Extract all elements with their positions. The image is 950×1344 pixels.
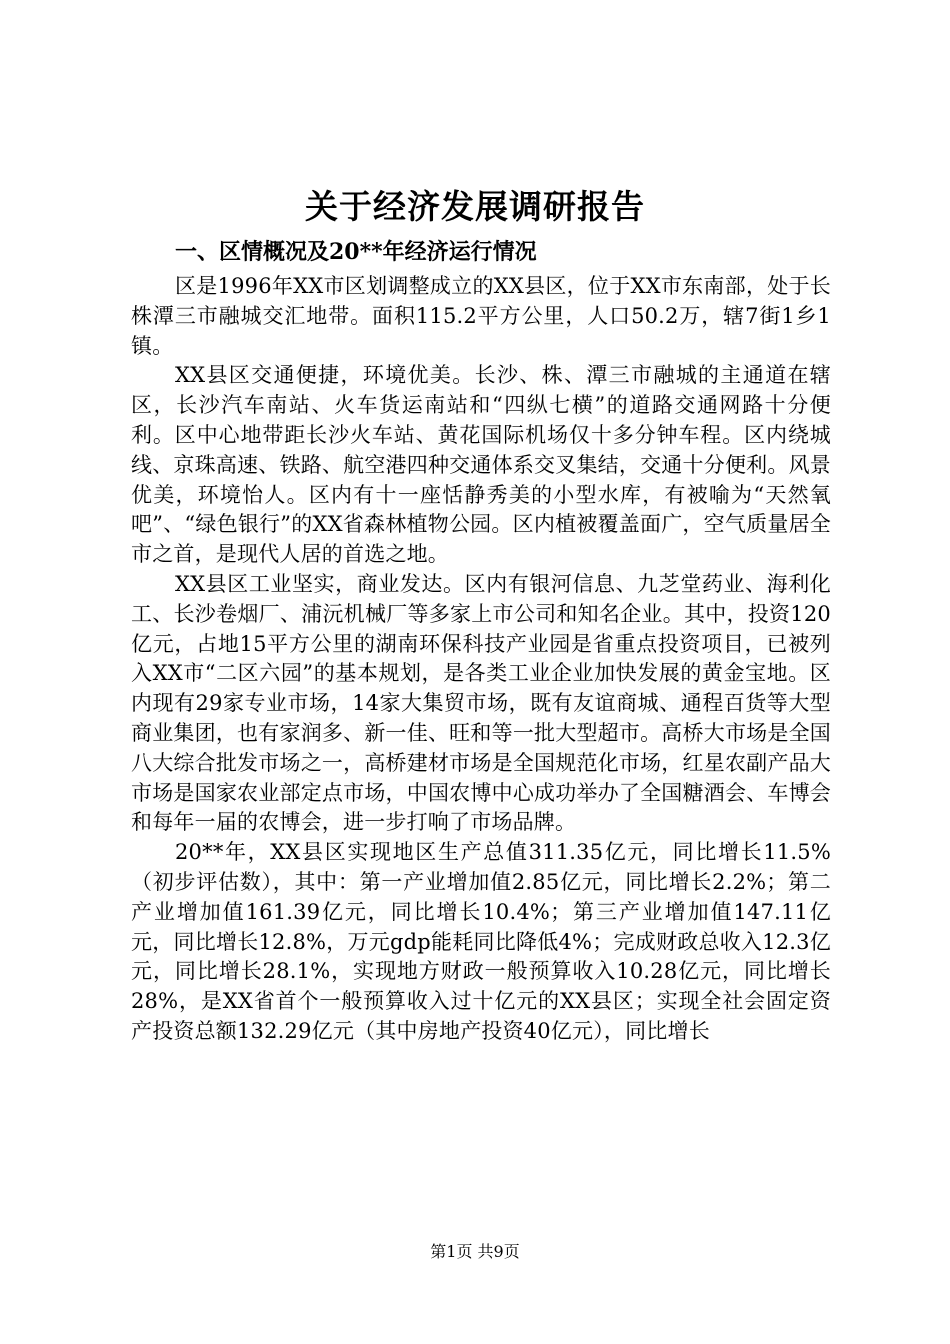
paragraph-overview: 区是1996年XX市区划调整成立的XX县区，位于XX市东南部，处于长株潭三市融城交汇地带。面积115.2平方公里，人口50.2万，辖7街1乡1镇。 bbox=[131, 274, 831, 358]
document-title: 关于经济发展调研报告 bbox=[305, 187, 645, 226]
paragraph-industry: XX县区工业坚实，商业发达。区内有银河信息、九芝堂药业、海利化工、长沙卷烟厂、浦沅机械厂等多家上市公司和知名企业。其中，投资120亿元，占地15平方公里的湖南环保科技产业园是省重点投资项目，已被列入XX市“二区六园”的基本规划，是各类工业企业加快发展的黄金宝地。区内现有29家专业市场，14家大集贸市场，既有友谊商城、通程百货等大型商业集团，也有家润多、新一佳、旺和等一批大型超市。高桥大市场是全国八大综合批发市场之一，高桥建材市场是全国规范化市场，红星农副产品大市场是国家农业部定点市场，中国农博中心成功举办了全国糖酒会、车博会和每年一届的农博会，进一步打响了市场品牌。 bbox=[131, 571, 831, 835]
paragraph-transport: XX县区交通便捷，环境优美。长沙、株、潭三市融城的主通道在辖区，长沙汽车南站、火车货运南站和“四纵七横”的道路交通网路十分便利。区中心地带距长沙火车站、黄花国际机场仅十多分钟车程。区内绕城线、京珠高速、铁路、航空港四种交通体系交叉集结，交通十分便利。风景优美，环境怡人。区内有十一座恬静秀美的小型水库，有被喻为“天然氧吧”、“绿色银行”的XX省森林植物公园。区内植被覆盖面广，空气质量居全市之首，是现代人居的首选之地。 bbox=[131, 363, 831, 567]
page-footer: 第1页 共9页 bbox=[430, 1242, 520, 1261]
section-heading: 一、区情概况及20**年经济运行情况 bbox=[175, 239, 537, 265]
document-body bbox=[131, 232, 831, 1047]
paragraph-economy: 20**年，XX县区实现地区生产总值311.35亿元，同比增长11.5%（初步评估数），其中：第一产业增加值2.85亿元，同比增长2.2%；第二产业增加值161.39亿元，同比增长10.4%；第三产业增加值147.11亿元，同比增长12.8%，万元gdp能耗同比降低4%；完成财政总收入12.3亿元，同比增长28.1%，实现地方财政一般预算收入10.28亿元，同比增长28%，是XX省首个一般预算收入过十亿元的XX县区；实现全社会固定资产投资总额132.29亿元（其中房地产投资40亿元），同比增长 bbox=[131, 840, 831, 1043]
